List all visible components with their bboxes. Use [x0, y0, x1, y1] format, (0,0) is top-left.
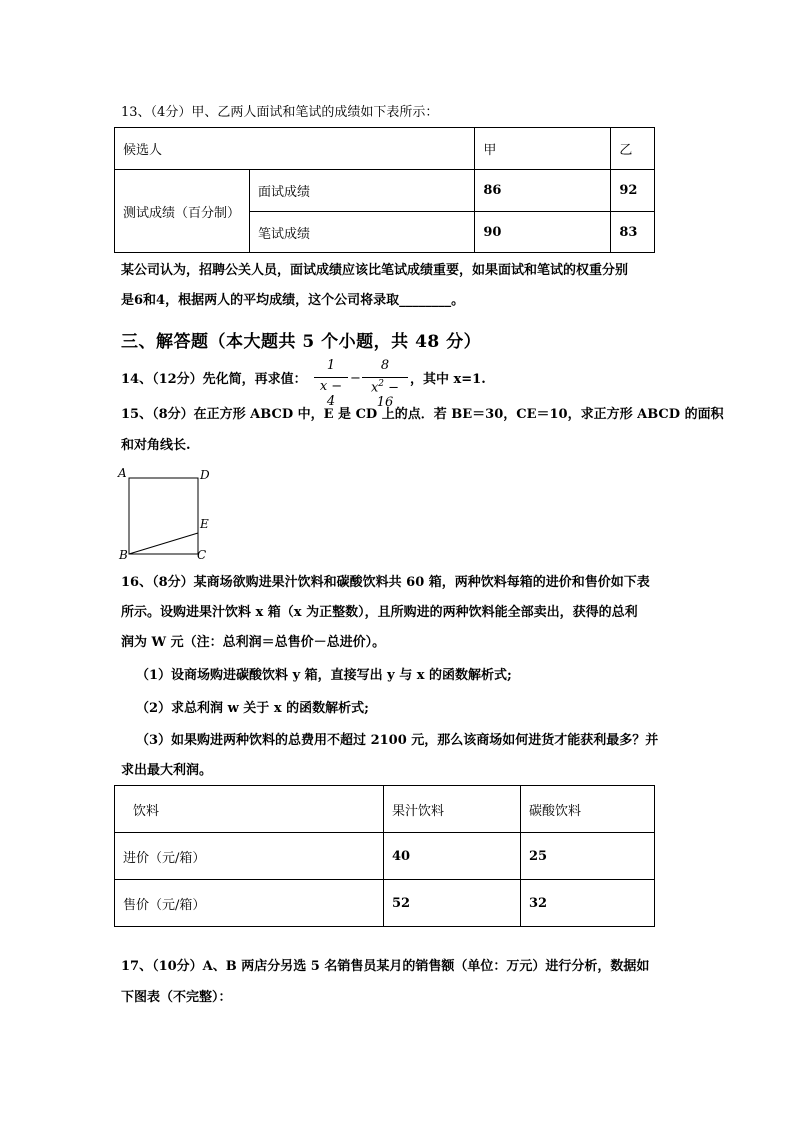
- q13-row-label: 笔试成绩: [250, 212, 475, 253]
- q13-col-candidate: 候选人: [115, 128, 475, 170]
- q13-row-label: 面试成绩: [250, 170, 475, 212]
- label-b: B: [119, 548, 128, 562]
- q13-cell: 90: [475, 212, 611, 253]
- square-abcd-figure: [116, 465, 216, 565]
- label-c: C: [197, 548, 207, 562]
- q16-cell: 52: [384, 880, 521, 927]
- q14-frac1-bar: [314, 377, 348, 378]
- q15-line2: 和对角线长.: [121, 438, 191, 453]
- q14-frac2-bar: [362, 377, 408, 378]
- q17-line2: 下图表（不完整）：: [121, 990, 232, 1005]
- q17-line1: 17、（10分）A、B 两店分另选 5 名销售员某月的销售额（单位：万元）进行分析，数据如: [121, 959, 650, 974]
- label-e: E: [200, 517, 209, 531]
- q14-prefix: 14、（12分）先化简，再求值：: [121, 372, 307, 387]
- q16-item2: （2）求总利润 w 关于 x 的函数解析式;: [136, 701, 369, 716]
- q16-item3: （3）如果购进两种饮料的总费用不超过 2100 元，那么该商场如何进货才能获利最多？并: [136, 733, 659, 748]
- segment-be: [129, 533, 198, 554]
- q16-row-label: 进价（元/箱）: [115, 833, 384, 880]
- q13-cell: 92: [611, 170, 655, 212]
- q13-cell: 86: [475, 170, 611, 212]
- q16-cell: 32: [521, 880, 655, 927]
- label-d: D: [200, 468, 210, 482]
- q16-price-table: [114, 785, 655, 927]
- q13-header: 13、（4分）甲、乙两人面试和笔试的成绩如下表所示：: [121, 105, 439, 120]
- q13-col-jia: 甲: [475, 128, 611, 170]
- q14-frac2-numerator: 8: [380, 358, 390, 373]
- q13-cell: 83: [611, 212, 655, 253]
- q13-row-group: 测试成绩（百分制）: [115, 170, 250, 253]
- q14-frac2-den-exp: 2: [378, 379, 385, 389]
- q14-suffix: ，其中 x=1.: [410, 372, 486, 387]
- q13-text-line2: 是6和4，根据两人的平均成绩，这个公司将录取________。: [121, 293, 465, 308]
- q16-item1: （1）设商场购进碳酸饮料 y 箱，直接写出 y 与 x 的函数解析式;: [136, 668, 512, 683]
- q16-item3-cont: 求出最大利润。: [121, 763, 213, 778]
- q16-col-juice: 果汁饮料: [384, 786, 521, 833]
- q14-minus: −: [350, 371, 361, 386]
- q16-line1: 16、（8分）某商场欲购进果汁饮料和碳酸饮料共 60 箱，两种饮料每箱的进价和售价如下表: [121, 575, 650, 590]
- q16-col-drink: 饮料: [115, 786, 384, 833]
- q14-frac1-numerator: 1: [326, 358, 336, 373]
- q13-col-yi: 乙: [611, 128, 655, 170]
- q14-frac1-denominator: x − 4: [319, 379, 343, 409]
- q14-frac2-den-tail: − 16: [376, 380, 400, 411]
- q16-row-label: 售价（元/箱）: [115, 880, 384, 927]
- square-outline: [129, 478, 198, 554]
- q16-cell: 25: [521, 833, 655, 880]
- q13-score-table: [114, 127, 655, 253]
- q16-col-soda: 碳酸饮料: [521, 786, 655, 833]
- q14-frac2-den-base: x: [370, 380, 379, 396]
- section-heading: 三、解答题（本大题共 5 个小题，共 48 分）: [121, 332, 482, 352]
- label-a: A: [118, 466, 127, 480]
- q15-line1: 15、（8分）在正方形 ABCD 中，E 是 CD 上的点．若 BE＝30，CE＝10，求正方形 ABCD 的面积: [121, 407, 724, 422]
- q13-text-line1: 某公司认为，招聘公关人员，面试成绩应该比笔试成绩重要，如果面试和笔试的权重分别: [121, 263, 629, 278]
- q16-line3: 润为 W 元（注：总利润＝总售价－总进价）。: [121, 635, 386, 650]
- q16-line2: 所示。设购进果汁饮料 x 箱（x 为正整数），且所购进的两种饮料能全部卖出，获得的总利: [121, 605, 638, 620]
- q16-cell: 40: [384, 833, 521, 880]
